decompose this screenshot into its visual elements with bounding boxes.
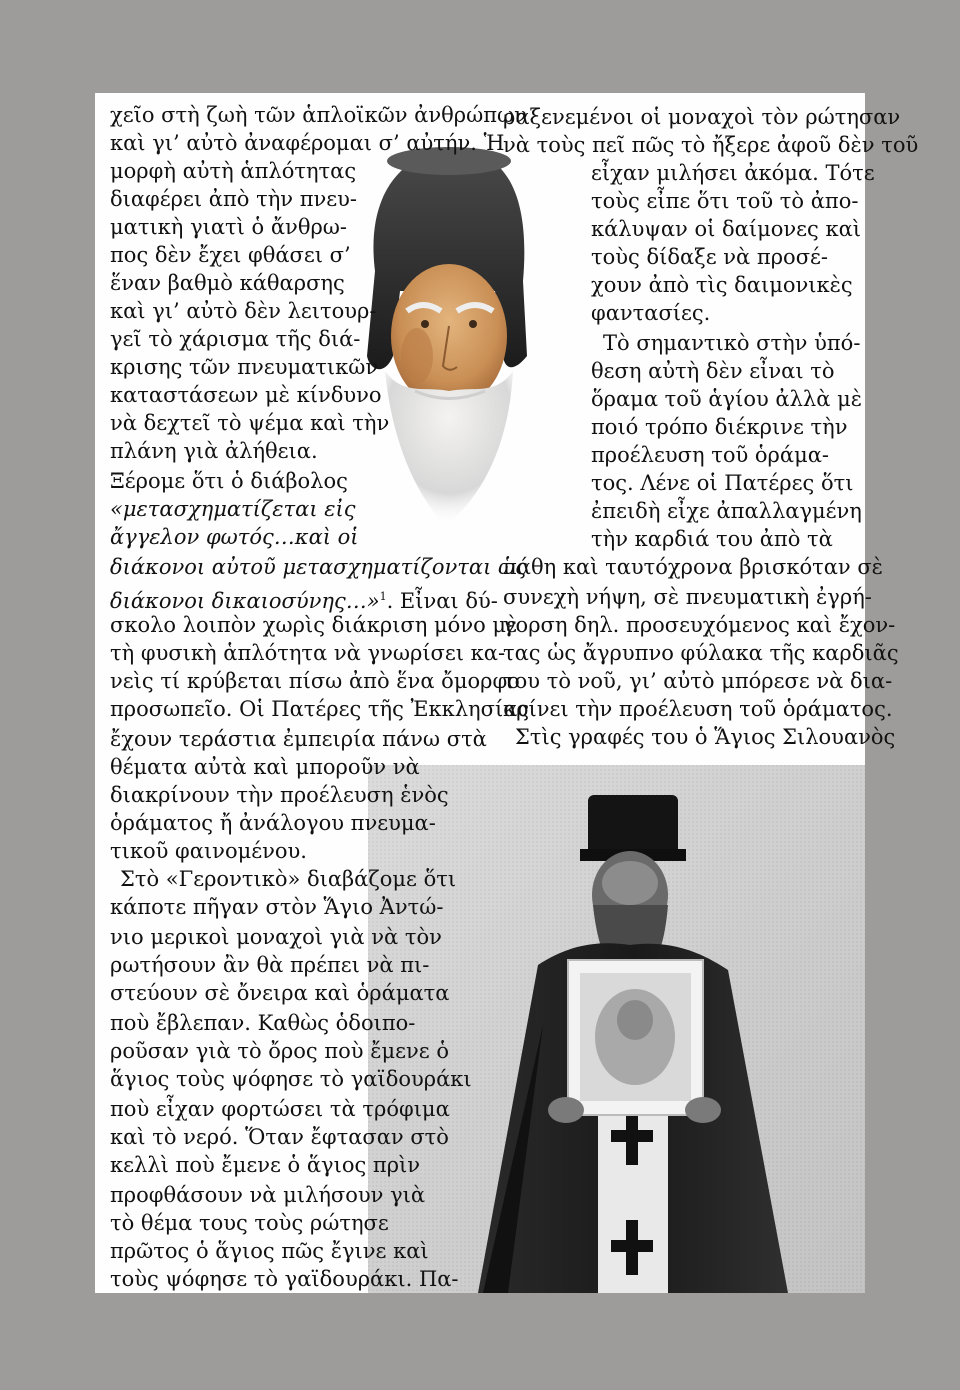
text-line: ραξενεμένοι οἱ μοναχοὶ τὸν ρώτησαν [503,105,901,129]
footnote-mark: 1 [379,590,387,603]
text-line: τοὺς εἶπε ὅτι τοῦ τὸ ἀπο- [591,189,859,213]
text-line: τοὺς ψόφησε τὸ γαϊδουράκι. Πα- [110,1267,459,1291]
text-line: προσωπεῖο. Οἱ Πατέρες τῆς Ἐκκλησίας [110,697,530,721]
monk-photo [368,765,865,1293]
text-line: νιο μερικοὶ μοναχοὶ γιὰ νὰ τὸν [110,925,442,949]
text-line: γορση δηλ. προσευχόμενος καὶ ἔχον- [503,613,896,637]
text-line: διάκονοι αὐτοῦ μετασχηματίζονται ὡς [110,555,527,579]
text-line: Στὶς γραφές του ὁ Ἅγιος Σιλουανὸς [515,725,896,749]
text-line: τος. Λένε οἱ Πατέρες ὅτι [591,471,854,495]
text-line: τὴν καρδιά του ἀπὸ τὰ [591,527,833,551]
text-line: τὴ φυσικὴ ἁπλότητα νὰ γνωρίσει κα- [110,641,506,665]
text-line: ἄγγελον φωτός…καὶ οἱ [110,525,359,549]
text-line: κρισης τῶν πνευματικῶν [110,355,379,379]
text-line: του τὸ νοῦ, γι’ αὐτὸ μπόρεσε νὰ δια- [503,669,893,693]
page [95,93,919,1293]
text-line: ὅραμα τοῦ ἁγίου ἀλλὰ μὲ [591,387,863,411]
text-line: ἔχουν τεράστια ἐμπειρία πάνω στὰ [110,727,487,751]
text-line: ἕναν βαθμὸ κάθαρσης [110,271,345,295]
text-line: Στὸ «Γεροντικὸ» διαβάζομε ὅτι [120,867,457,891]
text-line: προέλευση τοῦ ὁράμα- [591,443,830,467]
text-line: χουν ἀπὸ τὶς δαιμονικὲς [591,273,853,297]
text-line: θέματα αὐτὰ καὶ μποροῦν νὰ [110,755,420,779]
text-line: χεῖο στὴ ζωὴ τῶν ἁπλοϊκῶν ἀνθρώπων [110,103,527,127]
text-line: φαντασίες. [591,301,711,325]
text-line: Ξέρομε ὅτι ὁ διάβολος [110,469,348,493]
text-line: πος δὲν ἔχει φθάσει σ’ [110,243,351,267]
text-line: καὶ γι’ αὐτὸ δὲν λειτουρ- [110,299,377,323]
text-line: πάθη καὶ ταυτόχρονα βρισκόταν σὲ [503,555,883,579]
text-line: ἅγιος τοὺς ψόφησε τὸ γαϊδουράκι [110,1067,472,1091]
text-line: νεὶς τί κρύβεται πίσω ἀπὸ ἕνα ὄμορφο [110,669,520,693]
text-line: ματικὴ γιατὶ ὁ ἄνθρω- [110,215,348,239]
text-line: πρῶτος ὁ ἅγιος πῶς ἔγινε καὶ [110,1239,429,1263]
text-line: ποὺ ἔβλεπαν. Καθὼς ὁδοιπο- [110,1011,416,1035]
text-line: στεύουν σὲ ὄνειρα καὶ ὁράματα [110,981,450,1005]
text-line: κάποτε πῆγαν στὸν Ἅγιο Ἀντώ- [110,895,444,919]
text-line: καὶ γι’ αὐτὸ ἀναφέρομαι σ’ αὐτήν. Ἡ [110,131,505,155]
monk-portrait-painting [345,121,545,546]
text-line: ρωτήσουν ἂν θὰ πρέπει νὰ πι- [110,953,430,977]
text-line: τικοῦ φαινομένου. [110,839,307,863]
text-line: θεση αὐτὴ δὲν εἶναι τὸ [591,359,835,383]
text-line: προφθάσουν νὰ μιλήσουν γιὰ [110,1183,426,1207]
text-line: καταστάσεων μὲ κίνδυνο [110,383,382,407]
text-line: καὶ τὸ νερό. Ὅταν ἔφτασαν στὸ [110,1125,449,1149]
text-line: συνεχὴ νήψη, σὲ πνευματικὴ ἐγρή- [503,585,872,609]
text-line: εἶχαν μιλήσει ἀκόμα. Τότε [591,161,875,185]
text-line: πλάνη γιὰ ἀλήθεια. [110,439,318,463]
text-line: τὸ θέμα τους τοὺς ρώτησε [110,1211,389,1235]
text-line: κελλὶ ποὺ ἔμενε ὁ ἅγιος πρὶν [110,1153,421,1177]
text-line: κρίνει τὴν προέλευση τοῦ ὁράματος. [503,697,893,721]
text-line: ὁράματος ἤ ἀνάλογου πνευμα- [110,811,436,835]
text-line: ποιό τρόπο διέκρινε τὴν [591,415,848,439]
text-line: διαφέρει ἀπὸ τὴν πνευ- [110,187,358,211]
text-line: τας ὡς ἄγρυπνο φύλακα τῆς καρδιᾶς [503,641,899,665]
text-line: «μετασχηματίζεται εἰς [110,497,356,521]
text-line: νὰ τοὺς πεῖ πῶς τὸ ἤξερε ἀφοῦ δὲν τοῦ [503,133,919,157]
text-line: ἐπειδὴ εἶχε ἀπαλλαγμένη [591,499,862,523]
text-line: μορφὴ αὐτὴ ἁπλότητας [110,159,357,183]
text-line: Τὸ σημαντικὸ στὴν ὑπό- [603,331,861,355]
text-line: νὰ δεχτεῖ τὸ ψέμα καὶ τὴν [110,411,390,435]
text-line: σκολο λοιπὸν χωρὶς διάκριση μόνο μὲ [110,613,518,637]
quote-end: διάκονοι δικαιοσύνης…» [110,589,380,613]
text-line: τοὺς δίδαξε νὰ προσέ- [591,245,829,269]
text-line: ροῦσαν γιὰ τὸ ὄρος ποὺ ἔμενε ὁ [110,1039,450,1063]
text-line: γεῖ τὸ χάρισμα τῆς διά- [110,327,361,351]
text-tail: . Εἶναι δύ- [386,589,498,613]
text-line: κάλυψαν οἱ δαίμονες καὶ [591,217,861,241]
text-line: ποὺ εἶχαν φορτώσει τὰ τρόφιμα [110,1097,450,1121]
text-line: διακρίνουν τὴν προέλευση ἑνὸς [110,783,449,807]
